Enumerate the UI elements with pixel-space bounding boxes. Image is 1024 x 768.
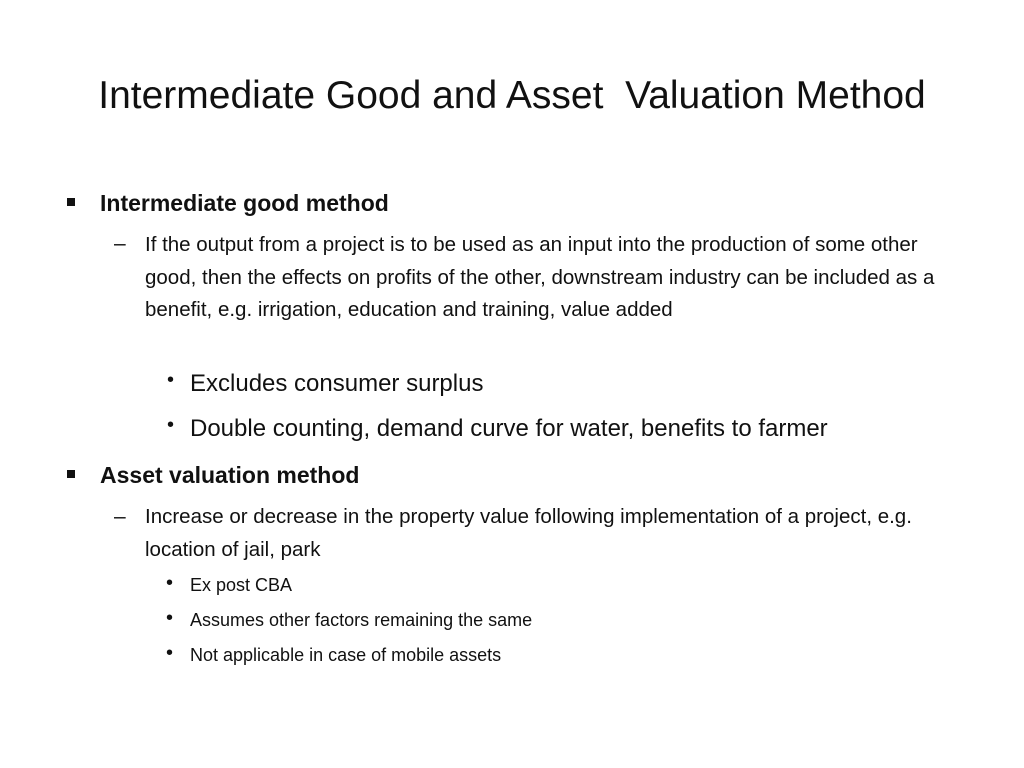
dot-bullet-icon: • xyxy=(167,369,175,391)
section-heading-intermediate-good: Intermediate good method xyxy=(100,190,389,216)
section-description-intermediate-good: If the output from a project is to be used as an input into the production of some other good, then the effects on profits of the other, downstream industry can be included as a benefit, e.g. irrigation, education and training, value added xyxy=(145,233,935,321)
dot-bullet-icon: • xyxy=(166,607,174,629)
section-description-asset-valuation: Increase or decrease in the property value following implementation of a project, e.g. location of jail, park xyxy=(145,505,912,561)
dash-bullet-icon: – xyxy=(114,505,126,528)
section-heading-asset-valuation: Asset valuation method xyxy=(100,462,360,488)
dot-bullet-icon: • xyxy=(166,572,174,594)
dot-bullet-icon: • xyxy=(166,642,174,664)
point-not-applicable-mobile: Not applicable in case of mobile assets xyxy=(190,645,502,665)
dot-bullet-icon: • xyxy=(167,414,175,436)
point-double-counting: Double counting, demand curve for water, benefits to farmer xyxy=(190,415,828,442)
point-excludes-consumer-surplus: Excludes consumer surplus xyxy=(190,370,484,397)
point-assumes-other-factors: Assumes other factors remaining the same xyxy=(190,610,533,630)
square-bullet-icon xyxy=(67,470,75,478)
dash-bullet-icon: – xyxy=(114,232,126,255)
square-bullet-icon xyxy=(67,198,75,206)
point-ex-post-cba: Ex post CBA xyxy=(190,575,293,595)
slide-title: Intermediate Good and Asset Valuation Method xyxy=(98,74,926,117)
